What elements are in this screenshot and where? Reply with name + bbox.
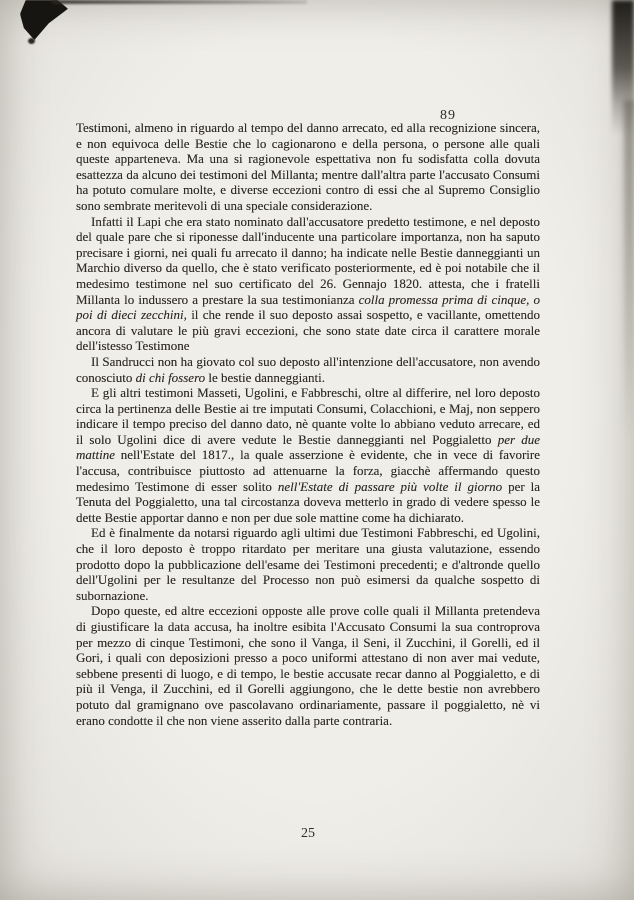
text-run: il che rende il suo deposto assai sospetto, e vacillante, omettendo ancora di valutare le più gravi eccezioni, che sono state date circa il carattere morale dell'istesso Testimone <box>76 307 540 354</box>
text-run: Dopo queste, ed altre eccezioni opposte alle prove colle quali il Millanta pretendeva di giustificare la data accusa, ha inoltre esibita l'Accusato Consumi la sua controprova per mezzo di cinque Testimoni, che sono il Vanga, il Seni, il Zucchini, il Gorelli, ed il Gori, i quali con deposizioni presso a poco uniformi attestano di non aver mai vedute, sebbene presenti di luogo, e di tempo, le bestie accusate recar danno al Poggialetto, e di più il Venga, il Zucchini, ed il Gorelli aggiungono, che le dette bestie non avrebbero potuto dal gramignano ove pascolavano ordinariamente, passare il poggialetto, nè vi erano condotte il che non viene asserito dalla parte contraria. <box>76 603 540 728</box>
paragraph <box>76 354 540 385</box>
italic-text-run: nell'Estate di passare più volte il giorno <box>277 478 503 494</box>
paragraph <box>76 525 540 603</box>
text-run: per la Tenuta del Poggialetto, una tal circostanza doveva metterlo in grado di vedere spesso le dette Bestie apportar danno e non per due sole mattine come ha dichiarato. <box>76 478 541 525</box>
italic-text-run: colla promessa prima di cinque, o poi di dieci zecchini, <box>76 291 540 323</box>
text-run: Testimoni, almeno in riguardo al tempo del danno arrecato, ed alla recognizione sincera, e non equivoca delle Bestie che lo cagionarono e della persona, o persone alle quali queste apparteneva. Ma una si ragionevole espettativa non fu sodisfatta colla dovuta esattezza da alcuno dei testimoni del Millanta; mentre dall'altra parte l'accusato Consumi ha potuto comulare molte, e diverse eccezioni contro di essi che al Supremo Consiglio sono sembrate meritevoli di una speciale considerazione. <box>76 120 540 213</box>
paragraph <box>76 214 540 354</box>
text-run: Infatti il Lapi che era stato nominato dall'accusatore predetto testimone, e nel deposto del quale pare che si riponesse dall'inducente una particolare importanza, non ha saputo precisare i giorni, nei quali fu arrecato il danno; ha indicate nelle Bestie danneggianti un Marchio diverso da quello, che è stato verificato posteriormente, ed è poi notabile che il medesimo testimone nel suo certificato del 26. Gennajo 1820. attesta, che i fratelli Millanta lo indussero a prestare la sua testimonianza <box>76 213 540 307</box>
text-run: nell'Estate del 1817., la quale asserzione è evidente, che in vece di favorire l'accusa, contribuisce piuttosto ad attenuarne la forza, giacchè affermando questo medesimo Testimone di esser solito <box>76 447 540 494</box>
italic-text-run: per due mattine <box>76 431 540 463</box>
paragraph <box>76 603 540 728</box>
page-number-header: 89 <box>440 108 456 123</box>
paragraph <box>76 385 540 525</box>
scan-artifact-speck <box>28 38 35 44</box>
italic-text-run: di chi fossero <box>135 369 206 385</box>
scan-artifact-top-edge <box>52 0 307 4</box>
text-run: le bestie danneggianti. <box>205 369 326 385</box>
scan-artifact-right-edge-faint <box>624 100 634 440</box>
scan-artifact-top-left-corner <box>20 0 68 40</box>
page-number-footer: 25 <box>301 826 315 841</box>
text-run: Il Sandrucci non ha giovato col suo deposto all'intenzione dell'accusatore, non avendo conosciuto <box>76 353 540 385</box>
paragraph <box>76 120 540 214</box>
text-run: E gli altri testimoni Masseti, Ugolini, e Fabbreschi, oltre al differire, nel loro deposto circa la pertinenza delle Bestie ai tre imputati Consumi, Colacchioni, e Maj, non seppero indicare il tempo preciso del danno dato, nè quante volte lo abbiano veduto arrecare, ed il solo Ugolini dice di avere vedute le Bestie danneggianti nel Poggialetto <box>76 385 540 447</box>
page-body-text <box>76 120 540 728</box>
text-run: Ed è finalmente da notarsi riguardo agli ultimi due Testimoni Fabbreschi, ed Ugolini, che il loro deposto è troppo ritardato per meritare una giusta valutazione, essendo prodotto dopo la pubblicazione dell'esame dei Testimoni precedenti; e d'altronde quello dell'Ugolini per le resultanze del Processo non può esimersi da qualche sospetto di subornazione. <box>76 525 540 603</box>
